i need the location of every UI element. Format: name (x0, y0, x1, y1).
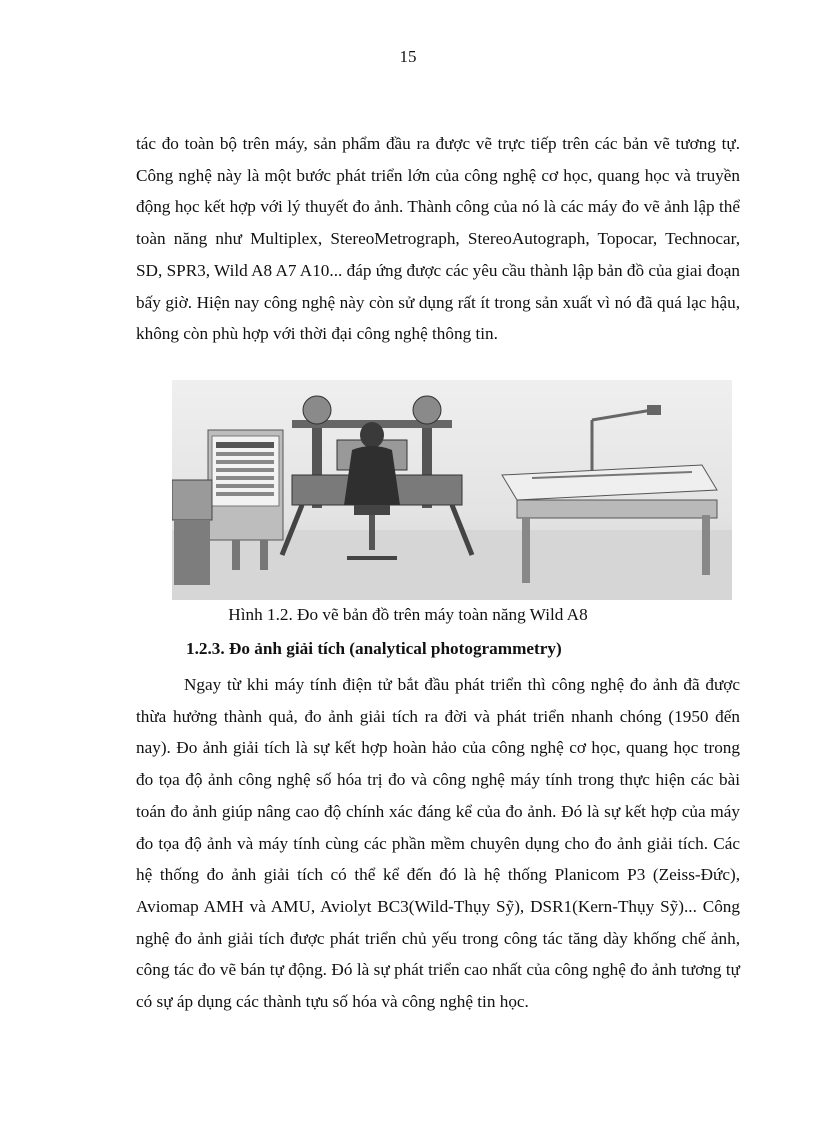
wild-a8-photo-illustration (172, 380, 732, 600)
section-heading: 1.2.3. Đo ảnh giải tích (analytical photogrammetry) (186, 639, 562, 658)
figure-photo-wild-a8 (172, 380, 732, 600)
body-paragraph-1: tác đo toàn bộ trên máy, sản phẩm đầu ra được vẽ trực tiếp trên các bản vẽ tương tự. Công nghệ này là một bước phát triển lớn của công nghệ cơ học, quang học và truyền động học kết hợp với lý thuyết đo ảnh. Thành công của nó là các máy đo vẽ ảnh lập thể toàn năng như Multiplex, StereoMetrograph, StereoAutograph, Topocar, Technocar, SD, SPR3, Wild A8 A7 A10... đáp ứng được các yêu cầu thành lập bản đồ của giai đoạn bấy giờ. Hiện nay công nghệ này còn sử dụng rất ít trong sản xuất vì nó đã quá lạc hậu, không còn phù hợp với thời đại công nghệ thông tin. (136, 134, 740, 344)
page-number: 15 (399, 47, 417, 66)
figure-caption: Hình 1.2. Đo vẽ bản đồ trên máy toàn năng Wild A8 (228, 605, 588, 624)
printer (172, 480, 212, 585)
body-paragraph-2: Ngay từ khi máy tính điện tử bắt đầu phát triển thì công nghệ đo ảnh đã được thừa hưởng thành quả, đo ảnh giải tích ra đời và phát triển nhanh chóng (1950 đến nay). Đo ảnh giải tích là sự kết hợp hoàn hảo của công nghệ cơ học, quang học trong đo tọa độ ảnh công nghệ số hóa trị đo và công nghệ máy tính trong thực hiện các bài toán đo ảnh giúp nâng cao độ chính xác đáng kể của đo ảnh. Đó là sự kết hợp của máy đo tọa độ ảnh và máy tính cùng các phần mềm chuyên dụng cho đo ảnh giải tích. Các hệ thống đo ảnh giải tích có thể kể đến đó là hệ thống Planicom P3 (Zeiss-Đức), Aviomap AMH và AMU, Aviolyt BC3(Wild-Thụy Sỹ), DSR1(Kern-Thụy Sỹ)... Công nghệ đo ảnh giải tích được phát triển chủ yếu trong công tác tăng dày khống chế ảnh, công tác đo vẽ bán tự động. Đó là sự phát triển cao nhất của công nghệ đo ảnh tương tự có sự áp dụng các thành tựu số hóa và công nghệ tin học. (136, 675, 740, 1012)
